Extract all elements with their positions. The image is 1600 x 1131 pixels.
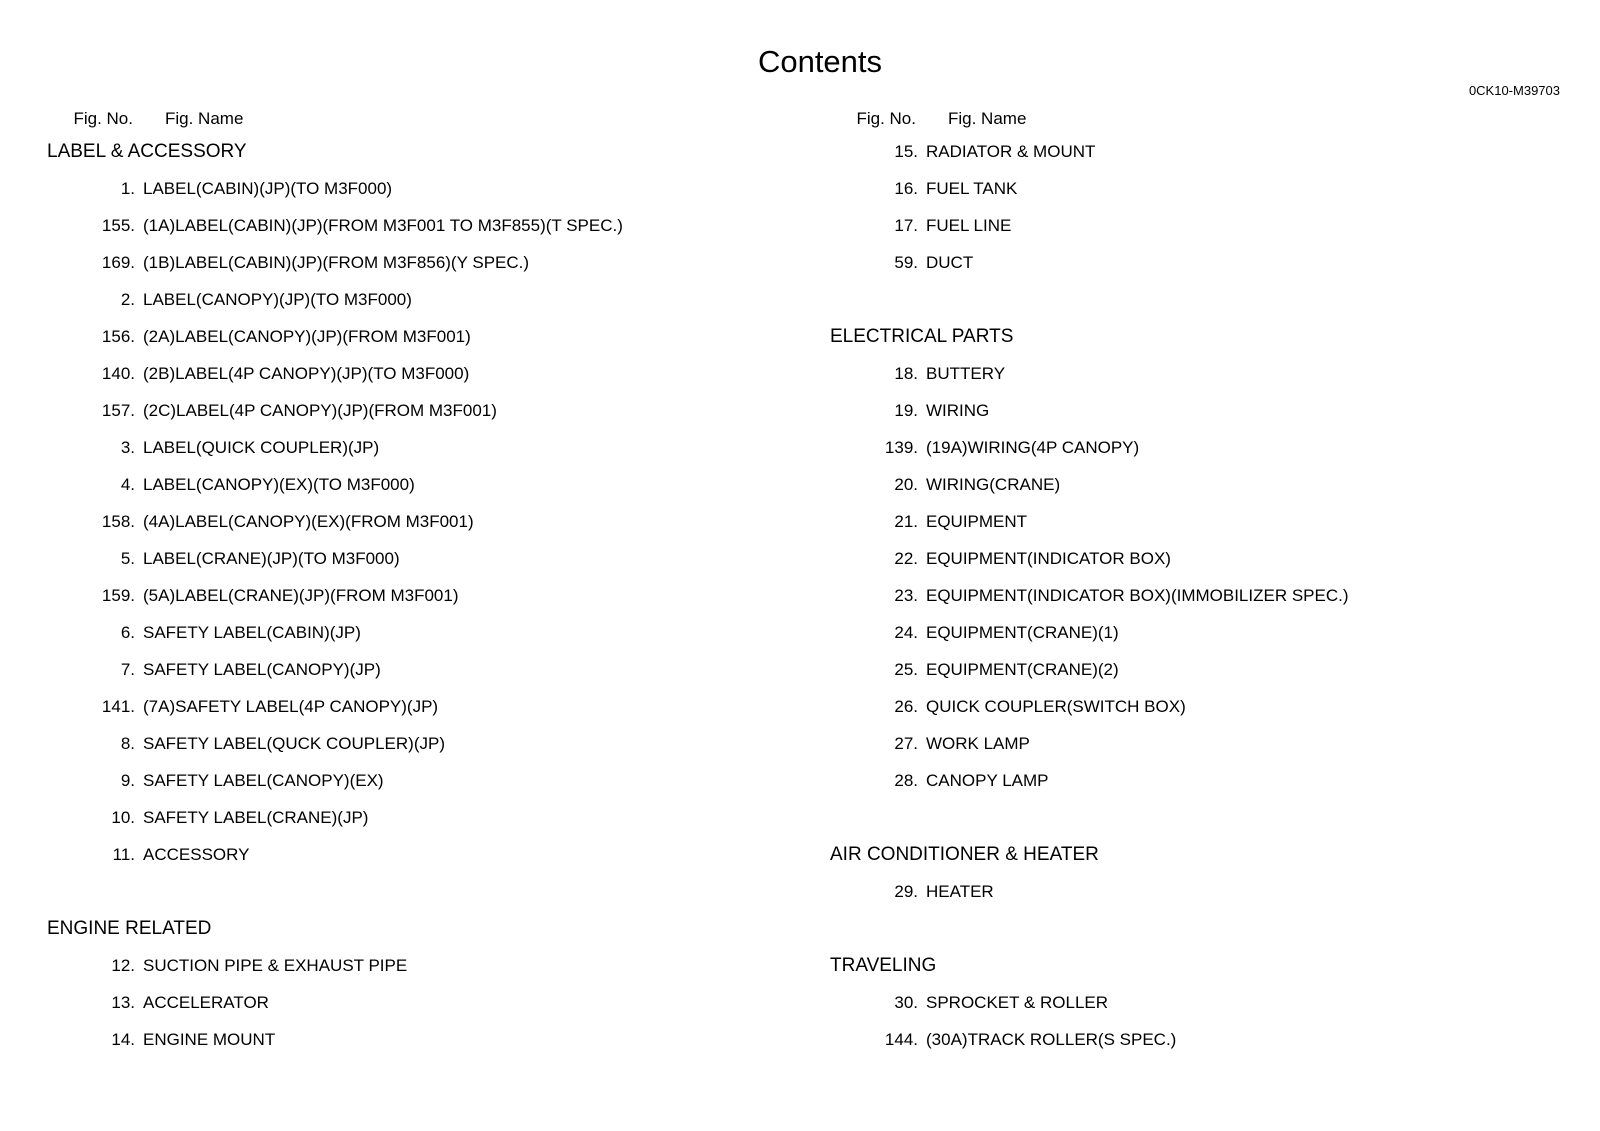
contents-entry[interactable]	[830, 133, 1550, 170]
contents-entry[interactable]	[47, 466, 767, 503]
fig-name: SAFETY LABEL(CRANE)(JP)	[143, 808, 369, 827]
fig-number: 27.	[894, 734, 918, 753]
contents-entry[interactable]	[47, 725, 767, 762]
fig-name: WORK LAMP	[926, 734, 1030, 753]
contents-entry[interactable]	[830, 1021, 1550, 1058]
fig-number: 159.	[101, 586, 135, 605]
fig-number: 1.	[120, 179, 135, 198]
fig-number: 22.	[894, 549, 918, 568]
fig-name: LABEL(CRANE)(JP)(TO M3F000)	[143, 549, 400, 568]
section-title: ENGINE RELATED	[47, 918, 212, 939]
contents-section	[830, 836, 1550, 910]
fig-number: 23.	[894, 586, 918, 605]
section-title: TRAVELING	[830, 955, 937, 976]
fig-name: LABEL(QUICK COUPLER)(JP)	[143, 438, 380, 457]
column-header	[830, 105, 1550, 133]
contents-entry[interactable]	[830, 207, 1550, 244]
fig-name: FUEL LINE	[926, 216, 1012, 235]
fig-name: (4A)LABEL(CANOPY)(EX)(FROM M3F001)	[143, 512, 474, 531]
fig-number: 6.	[120, 623, 135, 642]
contents-entry[interactable]	[830, 244, 1550, 281]
section-title: AIR CONDITIONER & HEATER	[830, 844, 1099, 865]
contents-entry[interactable]	[830, 170, 1550, 207]
fig-name: EQUIPMENT(INDICATOR BOX)	[926, 549, 1171, 568]
fig-name-header: Fig. Name	[948, 109, 1027, 128]
contents-entry[interactable]	[830, 984, 1550, 1021]
fig-no-header: Fig. No.	[73, 109, 133, 128]
page-title: Contents	[757, 44, 883, 79]
fig-name: (1B)LABEL(CABIN)(JP)(FROM M3F856)(Y SPEC.)	[143, 253, 530, 272]
fig-number: 21.	[894, 512, 918, 531]
contents-entry[interactable]	[47, 836, 767, 873]
right-sections	[830, 133, 1550, 1058]
contents-entry[interactable]	[830, 577, 1550, 614]
fig-number: 17.	[894, 216, 918, 235]
fig-number: 9.	[120, 771, 135, 790]
contents-entry[interactable]	[47, 170, 767, 207]
fig-number: 25.	[894, 660, 918, 679]
fig-number: 141.	[101, 697, 135, 716]
fig-name: ACCELERATOR	[143, 993, 269, 1012]
fig-number: 4.	[120, 475, 135, 494]
left-column	[47, 105, 767, 1095]
fig-name: (2A)LABEL(CANOPY)(JP)(FROM M3F001)	[143, 327, 471, 346]
fig-name: RADIATOR & MOUNT	[926, 142, 1096, 161]
fig-number: 26.	[894, 697, 918, 716]
fig-number: 157.	[101, 401, 135, 420]
fig-number: 28.	[894, 771, 918, 790]
fig-name: FUEL TANK	[926, 179, 1018, 198]
contents-entry[interactable]	[47, 503, 767, 540]
contents-entry[interactable]	[830, 392, 1550, 429]
contents-section	[830, 133, 1550, 281]
contents-entry[interactable]	[47, 392, 767, 429]
fig-number: 144.	[884, 1030, 918, 1049]
fig-number: 18.	[894, 364, 918, 383]
fig-name: SAFETY LABEL(CANOPY)(EX)	[143, 771, 384, 790]
fig-number: 7.	[120, 660, 135, 679]
fig-name: (2C)LABEL(4P CANOPY)(JP)(FROM M3F001)	[143, 401, 497, 420]
fig-number: 14.	[111, 1030, 135, 1049]
fig-name-header: Fig. Name	[165, 109, 244, 128]
fig-number: 13.	[111, 993, 135, 1012]
fig-name: HEATER	[926, 882, 994, 901]
contents-entry[interactable]	[830, 355, 1550, 392]
contents-section	[47, 133, 767, 873]
fig-name: EQUIPMENT(CRANE)(2)	[926, 660, 1119, 679]
left-sections	[47, 133, 767, 1058]
contents-entry[interactable]	[47, 577, 767, 614]
fig-name: ACCESSORY	[143, 845, 250, 864]
fig-number: 5.	[120, 549, 135, 568]
contents-entry[interactable]	[830, 873, 1550, 910]
contents-entry[interactable]	[830, 540, 1550, 577]
contents-entry[interactable]	[830, 429, 1550, 466]
fig-number: 2.	[120, 290, 135, 309]
contents-entry[interactable]	[830, 762, 1550, 799]
fig-name: SAFETY LABEL(CABIN)(JP)	[143, 623, 361, 642]
contents-entry[interactable]	[47, 799, 767, 836]
contents-entry[interactable]	[47, 688, 767, 725]
fig-number: 139.	[884, 438, 918, 457]
fig-number: 19.	[894, 401, 918, 420]
fig-number: 140.	[101, 364, 135, 383]
fig-name: (19A)WIRING(4P CANOPY)	[926, 438, 1140, 457]
contents-entry[interactable]	[47, 281, 767, 318]
fig-number: 20.	[894, 475, 918, 494]
fig-number: 155.	[101, 216, 135, 235]
contents-section	[47, 910, 767, 1058]
contents-entry[interactable]	[47, 355, 767, 392]
fig-number: 12.	[111, 956, 135, 975]
fig-number: 3.	[120, 438, 135, 457]
fig-name: (30A)TRACK ROLLER(S SPEC.)	[926, 1030, 1177, 1049]
fig-number: 16.	[894, 179, 918, 198]
fig-number: 169.	[101, 253, 135, 272]
fig-number: 29.	[894, 882, 918, 901]
fig-name: (2B)LABEL(4P CANOPY)(JP)(TO M3F000)	[143, 364, 470, 383]
contents-section	[830, 318, 1550, 799]
fig-number: 156.	[101, 327, 135, 346]
fig-number: 158.	[101, 512, 135, 531]
fig-name: EQUIPMENT	[926, 512, 1028, 531]
contents-entry[interactable]	[830, 651, 1550, 688]
contents-entry[interactable]	[47, 614, 767, 651]
fig-name: BUTTERY	[926, 364, 1006, 383]
contents-entry[interactable]	[47, 651, 767, 688]
contents-entry[interactable]	[47, 947, 767, 984]
fig-number: 10.	[111, 808, 135, 827]
contents-entry[interactable]	[47, 984, 767, 1021]
fig-name: SUCTION PIPE & EXHAUST PIPE	[143, 956, 408, 975]
contents-entry[interactable]	[47, 244, 767, 281]
fig-name: EQUIPMENT(CRANE)(1)	[926, 623, 1119, 642]
contents-entry[interactable]	[47, 1021, 767, 1058]
section-title: ELECTRICAL PARTS	[830, 326, 1014, 347]
fig-name: SAFETY LABEL(QUCK COUPLER)(JP)	[143, 734, 445, 753]
fig-number: 24.	[894, 623, 918, 642]
contents-entry[interactable]	[47, 762, 767, 799]
fig-name: (7A)SAFETY LABEL(4P CANOPY)(JP)	[143, 697, 439, 716]
contents-entry[interactable]	[47, 429, 767, 466]
fig-number: 15.	[894, 142, 918, 161]
right-column	[830, 105, 1550, 1095]
fig-name: LABEL(CANOPY)(EX)(TO M3F000)	[143, 475, 415, 494]
fig-name: SPROCKET & ROLLER	[926, 993, 1109, 1012]
column-header	[47, 105, 767, 133]
fig-number: 11.	[112, 845, 135, 864]
fig-number: 59.	[894, 253, 918, 272]
fig-name: CANOPY LAMP	[926, 771, 1049, 790]
fig-name: (5A)LABEL(CRANE)(JP)(FROM M3F001)	[143, 586, 459, 605]
contents-entry[interactable]	[830, 503, 1550, 540]
fig-name: WIRING(CRANE)	[926, 475, 1061, 494]
fig-no-header: Fig. No.	[856, 109, 916, 128]
contents-entry[interactable]	[830, 614, 1550, 651]
contents-entry[interactable]	[47, 318, 767, 355]
fig-name: (1A)LABEL(CABIN)(JP)(FROM M3F001 TO M3F855)(T SPEC.)	[143, 216, 623, 235]
contents-entry[interactable]	[830, 688, 1550, 725]
contents-section	[830, 947, 1550, 1058]
fig-name: QUICK COUPLER(SWITCH BOX)	[926, 697, 1186, 716]
fig-name: ENGINE MOUNT	[143, 1030, 276, 1049]
fig-name: EQUIPMENT(INDICATOR BOX)(IMMOBILIZER SPEC.)	[926, 586, 1349, 605]
fig-name: WIRING	[926, 401, 990, 420]
contents-entry[interactable]	[830, 725, 1550, 762]
fig-name: DUCT	[926, 253, 974, 272]
contents-entry[interactable]	[830, 466, 1550, 503]
contents-entry[interactable]	[47, 540, 767, 577]
fig-number: 8.	[120, 734, 135, 753]
section-title: LABEL & ACCESSORY	[47, 141, 247, 162]
fig-name: LABEL(CABIN)(JP)(TO M3F000)	[143, 179, 393, 198]
document-code: 0CK10-M39703	[1468, 83, 1560, 98]
contents-entry[interactable]	[47, 207, 767, 244]
fig-number: 30.	[894, 993, 918, 1012]
fig-name: LABEL(CANOPY)(JP)(TO M3F000)	[143, 290, 412, 309]
fig-name: SAFETY LABEL(CANOPY)(JP)	[143, 660, 381, 679]
